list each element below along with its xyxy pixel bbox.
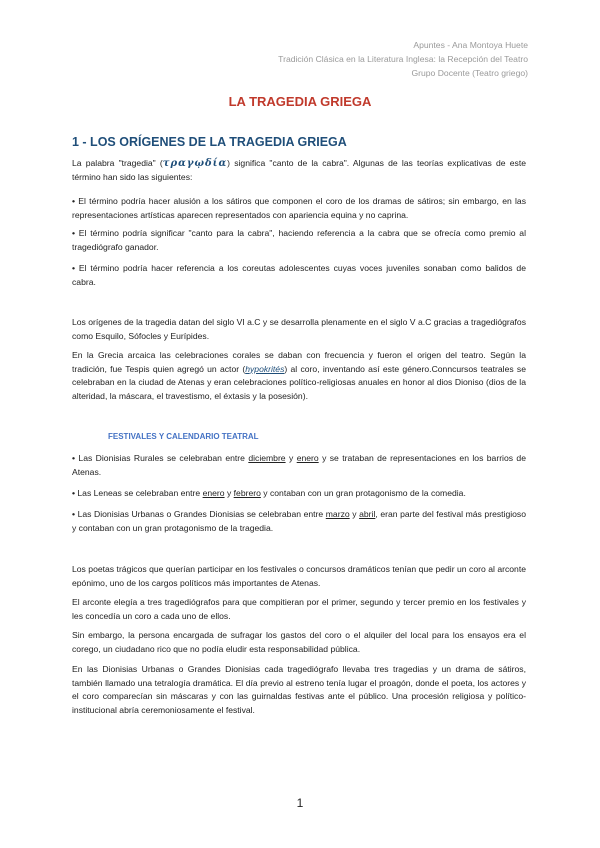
bullet-item	[72, 262, 526, 289]
bullet-text: , eran parte del festival más prestigioso y contaban con un gran protagonismo de la tragedia.	[72, 509, 526, 533]
bullet-item-urban-dionysia	[72, 508, 526, 535]
bullet-item-lenaia	[72, 487, 526, 501]
bullet-text: El término podría hacer referencia a los coreutas adolescentes cuyas voces juveniles sonaban como balidos de cabra.	[72, 263, 526, 287]
document-title: LA TRAGEDIA GRIEGA	[228, 94, 372, 109]
bullet-icon: •	[72, 453, 76, 463]
bullet-item-rural-dionysia	[72, 452, 526, 479]
intro-text-start: La palabra "tragedia" (	[72, 158, 163, 168]
page-number: 1	[296, 796, 304, 810]
section-heading-festivals: FESTIVALES Y CALENDARIO TEATRAL	[108, 432, 259, 441]
conjunction-text: y	[285, 453, 297, 463]
bullet-item	[72, 195, 526, 222]
para-text-end: ) al coro, inventando así este género.Conncursos teatrales se celebraban en la ciudad de Atenas y eran celebraciones político-religiosas anuales en honor al dios Dioniso (dios de la alteridad, la máscara, el travestismo, el éxtasis y la posesión).	[72, 363, 526, 401]
paragraph-origins-date: Los orígenes de la tragedia datan del siglo VI a.C y se desarrolla plenamente en el siglo V a.C gracias a tragediógrafos como Esquilo, Sófocles y Eurípides.	[72, 317, 526, 341]
intro-paragraph	[72, 157, 526, 184]
header-author: Apuntes - Ana Montoya Huete	[413, 40, 528, 50]
paragraph-urban-dionysia: En las Dionisias Urbanas o Grandes Dionisias cada tragediógrafo llevaba tres tragedias y un drama de sátiros, también llamado una tetralogía dramática. El día previo al estreno tenía lugar el proagón, donde el poeta, los actores y el coro comparecían sin máscaras y con las guirnaldas festivas ante el público. Una procesión religiosa y político-institucional abría ceremoniosamente el festival.	[72, 664, 526, 715]
hypokrites-link[interactable]: hypokrités	[245, 363, 285, 374]
bullet-icon: •	[72, 228, 76, 238]
month-february: febrero	[233, 488, 261, 498]
bullet-text: Las Dionisias Urbanas o Grandes Dionisias se celebraban entre	[77, 509, 326, 519]
conjunction-text: y	[349, 509, 360, 519]
conjunction-text: y	[224, 488, 234, 498]
section-heading-origins: 1 - LOS ORÍGENES DE LA TRAGEDIA GRIEGA	[72, 135, 347, 149]
month-april: abril	[359, 509, 376, 519]
bullet-text: El término podría significar "canto para la cabra", haciendo referencia a la cabra que se ofrecía como premio al tragediógrafo ganador.	[72, 228, 526, 252]
bullet-text: Las Leneas se celebraban entre	[77, 488, 203, 498]
bullet-text: y contaban con un gran protagonismo de la comedia.	[260, 488, 466, 498]
para-text-start: En la Grecia arcaica las celebraciones corales se daban con frecuencia y fueron el origen del teatro. Según la tradición, fue Tespis quien agregó un actor (	[72, 350, 526, 374]
month-january: enero	[296, 453, 319, 463]
paragraph-archon: El arconte elegía a tres tragediógrafos para que compitieran por el primer, segundo y tercer premio en los festivales y les concedía un coro a cada uno de ellos.	[72, 597, 526, 621]
header-course: Tradición Clásica en la Literatura Inglesa: la Recepción del Teatro	[278, 54, 528, 64]
paragraph-tragic-poets: Los poetas trágicos que querían participar en los festivales o concursos dramáticos tenían que pedir un coro al arconte epónimo, uno de los cargos políticos más importantes de Atenas.	[72, 564, 526, 588]
paragraph-choregos: Sin embargo, la persona encargada de sufragar los gastos del coro o el alquiler del local para los ensayos era el corego, un ciudadano rico que no podía eludir esta responsabilidad pública.	[72, 630, 526, 654]
bullet-icon: •	[72, 509, 76, 519]
bullet-text: Las Dionisias Rurales se celebraban entre	[78, 453, 249, 463]
month-january: enero	[202, 488, 225, 498]
bullet-item	[72, 227, 526, 254]
header-group: Grupo Docente (Teatro griego)	[411, 68, 528, 78]
bullet-text: y se trataban de representaciones en los barrios de Atenas.	[72, 453, 526, 477]
bullet-icon: •	[72, 488, 76, 498]
bullet-text: El término podría hacer alusión a los sátiros que componen el coro de los dramas de sátiros; sin embargo, en las representaciones artísticas aparecen representados con apariencia equina y no caprina.	[72, 196, 526, 220]
bullet-icon: •	[72, 263, 76, 273]
bullet-icon: •	[72, 196, 76, 206]
paragraph-archaic-greece	[72, 349, 526, 403]
intro-text-end: ) significa "canto de la cabra". Algunas de las teorías explicativas de este término han sido las siguientes:	[72, 158, 526, 182]
greek-word: τραγῳδία	[162, 158, 228, 169]
page-header	[278, 38, 528, 80]
month-december: diciembre	[248, 453, 286, 463]
month-march: marzo	[325, 509, 350, 519]
